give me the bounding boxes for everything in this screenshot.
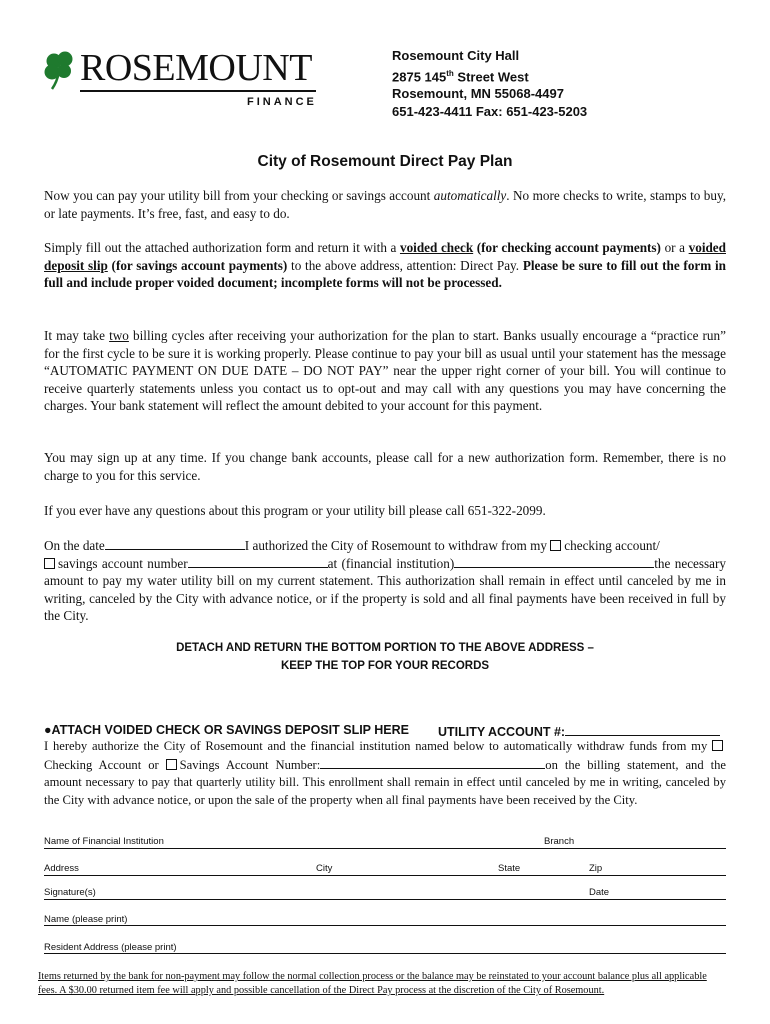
- instructions-paragraph: Simply fill out the attached authorization form and return it with a voided check (for checking account payments) or a voided deposit slip (for savings account payments) to the above address, attention: Direct Pay. Please be sure to fill out the form in full and include proper voided document; incomplete forms will not be processed.: [44, 240, 726, 290]
- resident-address-field-label: Resident Address (please print): [44, 942, 177, 953]
- attach-voided-check-label: ●ATTACH VOIDED CHECK OR SAVINGS DEPOSIT SLIP HERE: [44, 723, 409, 737]
- savings-account-checkbox[interactable]: [166, 759, 177, 770]
- returned-item-notice: Items returned by the bank for non-payment may follow the normal collection process or the balance may be reinstated to your account balance plus all applicable fees. A $30.00 returned item fee will apply and possible cancellation of the Direct Pay process at the discretion of the City of Rosemount.: [38, 971, 707, 996]
- savings-number-blank[interactable]: [320, 756, 545, 769]
- resident-address-field-line[interactable]: [44, 953, 726, 954]
- institution-field-line[interactable]: [44, 848, 726, 849]
- address-field-label: Address: [44, 863, 79, 874]
- logo-rule: [80, 90, 316, 92]
- checking-account-checkbox[interactable]: [712, 740, 723, 751]
- authorize-paragraph: I hereby authorize the City of Rosemount and the financial institution named below to automatically withdraw funds from my Checking Account or Savings Account Number: on the billing statement, and the amount necessary to pay that quarterly utility bill. This enrollment shall remain in effect until canceled by me in writing, canceled by the City with advance notice, or upon the sale of the property when all final payments have been received by the City.: [44, 739, 727, 807]
- checking-checkbox[interactable]: [550, 540, 561, 551]
- billing-cycle-paragraph: It may take two billing cycles after receiving your authorization for the plan to start. Banks usually encourage a “practice run” for the first cycle to be sure it is working properly. Please continue to pay your bill as usual until your statement has the message “AUTOMATIC PAYMENT ON DUE DATE – DO NOT PAY” near the upper right corner of your bill. You will continue to receive quarterly statements unless you contact us to opt-out and may call with any questions you may have concerning the charges. Your bank statement will reflect the amount debited to your account for this payment.: [44, 328, 726, 413]
- logo-subtitle: FINANCE: [247, 96, 317, 108]
- signature-field-label: Signature(s): [44, 887, 96, 898]
- date-field-label: Date: [589, 887, 610, 898]
- savings-checkbox[interactable]: [44, 558, 55, 569]
- rosemount-logo: [42, 47, 322, 112]
- signature-field-line[interactable]: [44, 899, 726, 900]
- logo-wordmark: ROSEMOUNT: [80, 47, 312, 89]
- name-field-line[interactable]: [44, 925, 726, 926]
- utility-account-blank[interactable]: [565, 723, 720, 736]
- questions-paragraph: If you ever have any questions about this program or your utility bill please call 651-322-2099.: [44, 503, 546, 518]
- city-field-label: City: [316, 863, 333, 874]
- address-field-line[interactable]: [44, 875, 726, 876]
- state-field-label: State: [498, 863, 521, 874]
- shamrock-icon: [42, 50, 78, 90]
- intro-paragraph: Now you can pay your utility bill from your checking or savings account automatically. No more checks to write, stamps to buy, or late payments. It’s free, fast, and easy to do.: [44, 188, 726, 221]
- institution-blank[interactable]: [454, 555, 654, 568]
- address-line-3: Rosemount, MN 55068-4497: [392, 86, 564, 102]
- address-line-2: 2875 145th Street West: [392, 68, 529, 84]
- branch-field-label: Branch: [544, 836, 575, 847]
- address-line-1: Rosemount City Hall: [392, 48, 520, 63]
- account-number-blank[interactable]: [188, 555, 328, 568]
- authorization-paragraph: On the date I authorized the City of Rosemount to withdraw from my checking account/ savings account number at (financial institution) the necessary amount to pay my water utility bill on my current statement. This authorization shall remain in effect until canceled by me in writing, canceled by the City with advance notice, or if the property is sold and all final payments have been received in full by the City.: [44, 538, 727, 623]
- signup-paragraph: You may sign up at any time. If you change bank accounts, please call for a new authorization form. Remember, there is no charge to you for this service.: [44, 450, 726, 483]
- detach-notice: DETACH AND RETURN THE BOTTOM PORTION TO THE ABOVE ADDRESS – KEEP THE TOP FOR YOUR RECORDS: [176, 642, 594, 672]
- utility-account-label: UTILITY ACCOUNT #:: [438, 723, 720, 739]
- page-title: City of Rosemount Direct Pay Plan: [257, 153, 513, 170]
- city-hall-address: [392, 47, 587, 120]
- date-blank[interactable]: [105, 537, 245, 550]
- address-line-4: 651-423-4411 Fax: 651-423-5203: [392, 103, 588, 119]
- name-field-label: Name (please print): [44, 914, 128, 925]
- institution-field-label: Name of Financial Institution: [44, 836, 164, 847]
- zip-field-label: Zip: [589, 863, 603, 874]
